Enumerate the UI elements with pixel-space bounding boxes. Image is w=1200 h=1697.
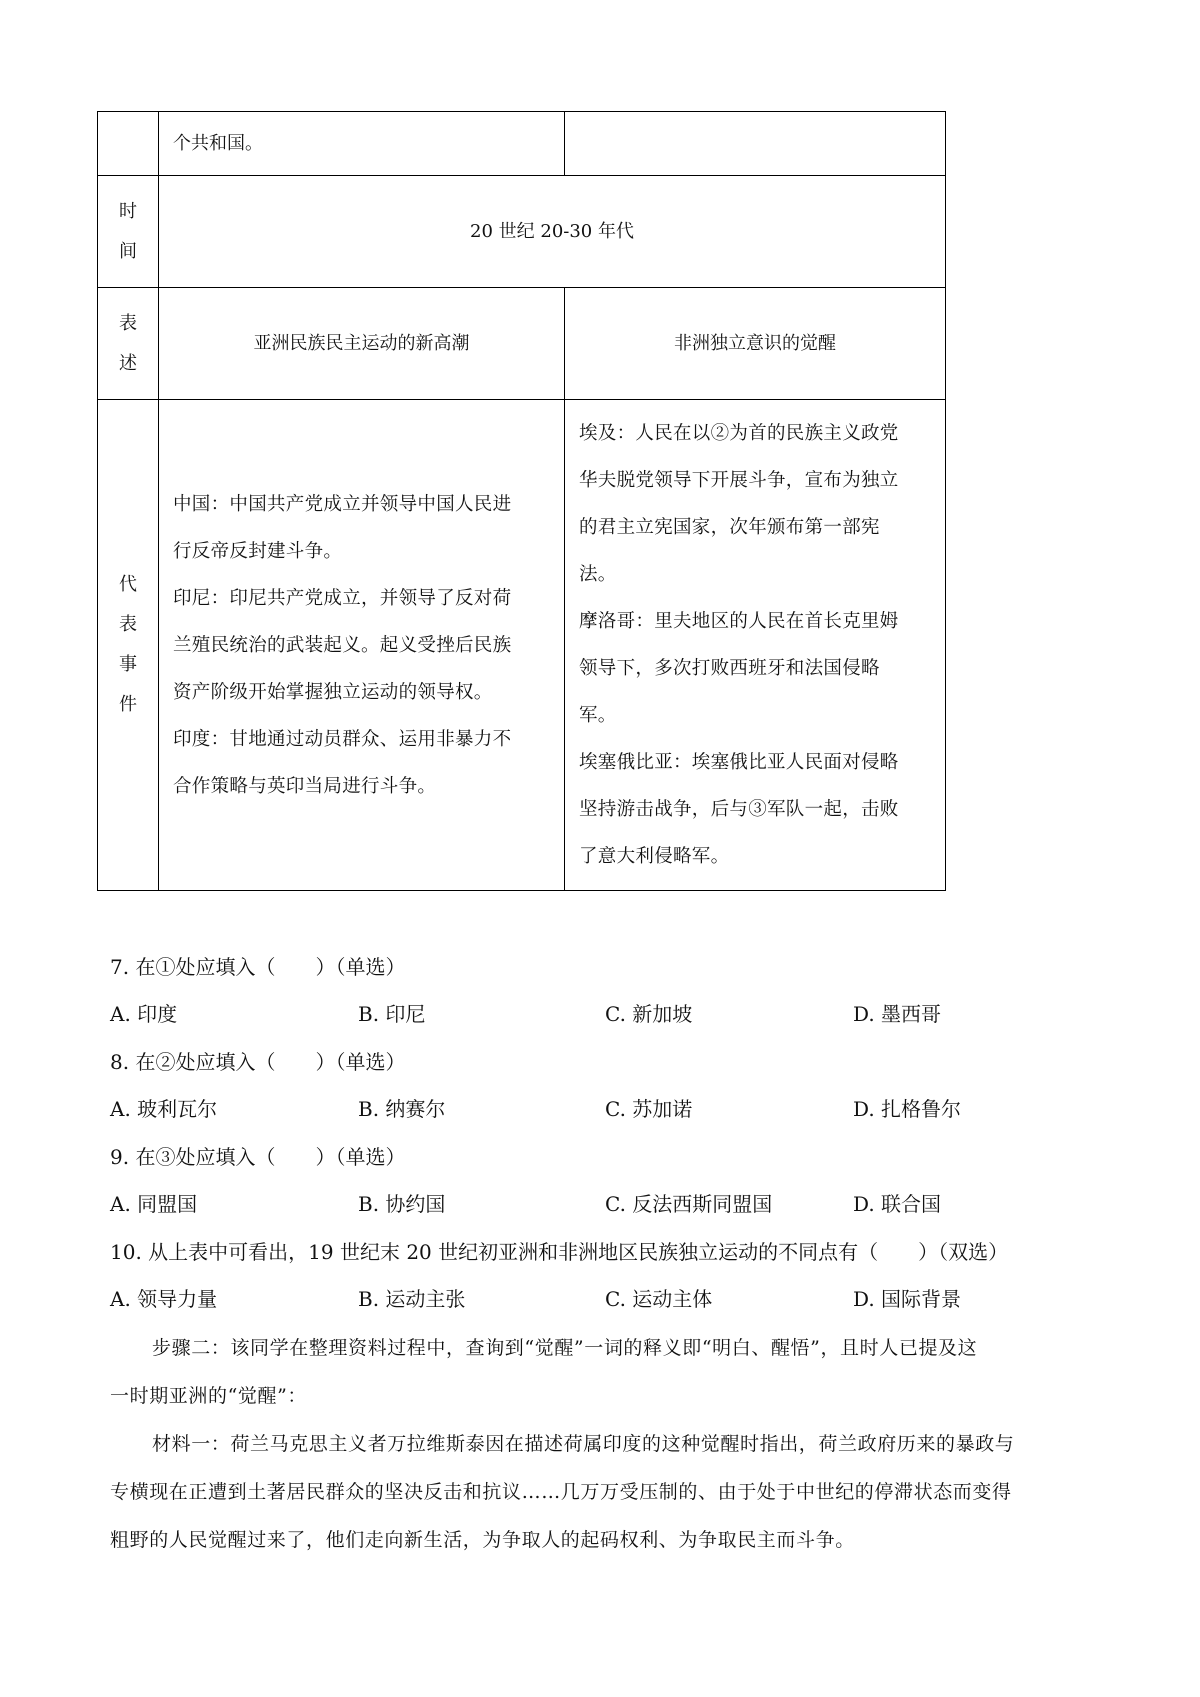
asia-events: 中国：中国共产党成立并领导中国人民进 行反帝反封建斗争。 印尼：印尼共产党成立，并领导了反对荷 兰殖民统治的武装起义。起义受挫后民族 资产阶级开始掌握独立运动的领导权。 印度：甘地通过动员群众、运用非暴力不 合作策略与英印当局进行斗争。 bbox=[159, 400, 565, 891]
table-row bbox=[98, 400, 946, 891]
row-header-description: 表 述 bbox=[98, 288, 159, 400]
row-header-events: 代 表 事 件 bbox=[98, 400, 159, 891]
question-7: 7. 在①处应填入（ ）（单选） bbox=[110, 955, 406, 979]
q10-option-b: B. 运动主张 bbox=[358, 1287, 466, 1311]
q10-option-a: A. 领导力量 bbox=[110, 1287, 218, 1311]
question-9: 9. 在③处应填入（ ）（单选） bbox=[110, 1145, 406, 1169]
africa-events: 埃及：人民在以②为首的民族主义政党 华夫脱党领导下开展斗争，宣布为独立 的君主立宪国家，次年颁布第一部宪 法。 摩洛哥：里夫地区的人民在首长克里姆 领导下，多次打败西班牙和法国侵略 军。 埃塞俄比亚：埃塞俄比亚人民面对侵略 坚持游击战争，后与③军队一起，击败 了意大利侵略军。 bbox=[565, 400, 946, 891]
q10-option-d: D. 国际背景 bbox=[853, 1287, 962, 1311]
question-8: 8. 在②处应填入（ ）（单选） bbox=[110, 1050, 406, 1074]
step2-paragraph: 步骤二：该同学在整理资料过程中，查询到“觉醒”一词的释义即“明白、醒悟”，且时人已提及这 一时期亚洲的“觉醒”： bbox=[110, 1337, 978, 1407]
q7-option-a: A. 印度 bbox=[110, 1002, 178, 1026]
time-cell: 20 世纪 20-30 年代 bbox=[159, 176, 946, 288]
table-row bbox=[98, 176, 946, 288]
africa-description: 非洲独立意识的觉醒 bbox=[565, 288, 946, 400]
table-row bbox=[98, 288, 946, 400]
q9-option-b: B. 协约国 bbox=[358, 1192, 446, 1216]
q7-option-c: C. 新加坡 bbox=[605, 1002, 693, 1026]
table-row bbox=[98, 112, 946, 176]
cell-text: 个共和国。 bbox=[159, 112, 565, 176]
cell-empty bbox=[565, 112, 946, 176]
q8-option-c: C. 苏加诺 bbox=[605, 1097, 693, 1121]
row-header-time: 时 间 bbox=[98, 176, 159, 288]
q7-option-b: B. 印尼 bbox=[358, 1002, 426, 1026]
q7-option-d: D. 墨西哥 bbox=[853, 1002, 942, 1026]
q10-option-c: C. 运动主体 bbox=[605, 1287, 713, 1311]
question-10: 10. 从上表中可看出，19 世纪末 20 世纪初亚洲和非洲地区民族独立运动的不同点有（ ）（双选） bbox=[110, 1240, 1009, 1264]
q9-option-c: C. 反法西斯同盟国 bbox=[605, 1192, 773, 1216]
asia-description: 亚洲民族民主运动的新高潮 bbox=[159, 288, 565, 400]
q8-option-a: A. 玻利瓦尔 bbox=[110, 1097, 218, 1121]
q9-option-d: D. 联合国 bbox=[853, 1192, 942, 1216]
material1-paragraph: 材料一：荷兰马克思主义者万拉维斯泰因在描述荷属印度的这种觉醒时指出，荷兰政府历来的暴政与 专横现在正遭到土著居民群众的坚决反击和抗议……几万万受压制的、由于处于中世纪的停滞状态而变得 粗野的人民觉醒过来了，他们走向新生活，为争取人的起码权利、为争取民主而斗争。 bbox=[110, 1433, 1015, 1551]
q9-option-a: A. 同盟国 bbox=[110, 1192, 198, 1216]
row-header-empty bbox=[98, 112, 159, 176]
q8-option-b: B. 纳赛尔 bbox=[358, 1097, 446, 1121]
history-table bbox=[97, 111, 946, 891]
q8-option-d: D. 扎格鲁尔 bbox=[853, 1097, 962, 1121]
